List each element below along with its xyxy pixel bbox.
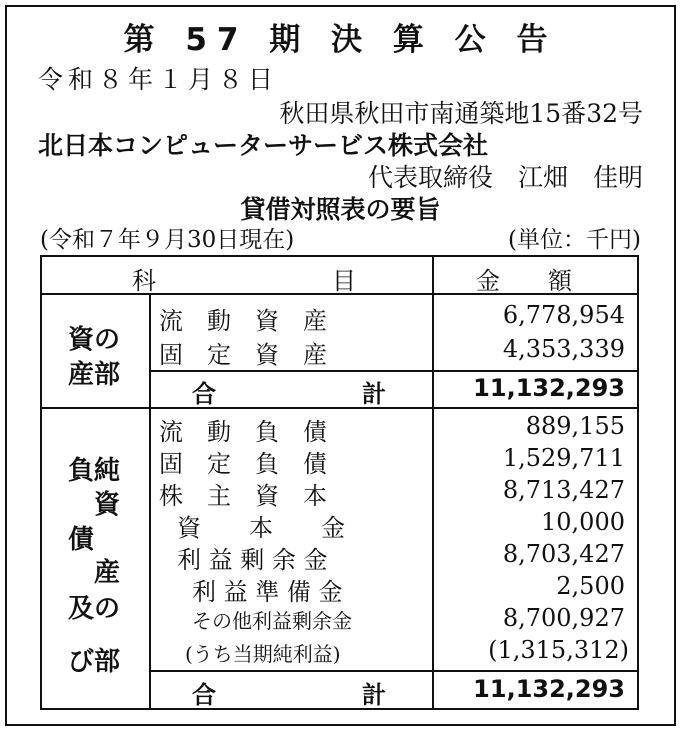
liability-row-value: (1,315,312) [488, 636, 629, 664]
balance-sheet-title: 貸借対照表の要旨 [240, 195, 441, 224]
asset-row-value: 6,778,954 [502, 301, 625, 329]
liability-row-value: 8,700,927 [502, 604, 625, 632]
liability-row-value: 2,500 [556, 572, 625, 600]
liability-row-value: 1,529,711 [502, 444, 625, 472]
header-item-a: 科 [132, 267, 156, 295]
liabilities-total-rule [149, 670, 637, 672]
liabilities-total-label-b: 計 [362, 681, 386, 709]
section-rule [42, 407, 637, 409]
liabilities-section-label: 負純 [68, 456, 121, 486]
liability-row-value: 10,000 [541, 508, 625, 536]
liability-row-value: 8,703,427 [502, 540, 625, 568]
notice-title: 第 57 期 決 算 公 告 [123, 22, 558, 58]
assets-section-label-top: 資の [68, 325, 121, 355]
header-amount: 金 額 [476, 267, 572, 295]
company-name: 北日本コンピューターサービス株式会社 [38, 131, 489, 160]
assets-total-value: 11,132,293 [473, 374, 625, 402]
liability-row-label: 固 定 負 債 [159, 450, 327, 478]
assets-total-rule [149, 370, 637, 372]
unit-label: (単位：千円) [508, 227, 641, 253]
liabilities-total-value: 11,132,293 [473, 675, 625, 703]
balance-sheet-table [40, 255, 639, 710]
assets-section-label-bottom: 産部 [68, 360, 121, 390]
liability-row-label: その他利益剰余金 [192, 609, 352, 633]
liabilities-section-label: 及の [68, 594, 121, 624]
amount-column-rule [432, 257, 434, 708]
header-item-b: 目 [332, 267, 356, 295]
liability-row-label: 利 益 準 備 金 [192, 578, 343, 606]
asset-row-label: 流 動 資 産 [159, 307, 327, 335]
liabilities-section-label: び部 [68, 647, 121, 677]
liability-row-label: 流 動 負 債 [159, 418, 327, 446]
assets-total-label-b: 計 [362, 380, 386, 408]
liabilities-total-label-a: 合 [192, 681, 216, 709]
liabilities-section-label: 産 [94, 558, 121, 588]
liability-row-label: (うち当期純利益) [185, 642, 341, 666]
liability-row-value: 889,155 [525, 412, 625, 440]
asset-row-value: 4,353,339 [502, 335, 625, 363]
liability-row-label: 株 主 資 本 [159, 482, 327, 510]
liability-row-label: 資 本 金 [177, 514, 345, 542]
company-address: 秋田県秋田市南通築地15番32号 [279, 99, 643, 128]
asset-row-label: 固 定 資 産 [159, 341, 327, 369]
label-column-rule [149, 293, 151, 708]
liability-row-label: 利 益 剰 余 金 [177, 546, 328, 574]
liabilities-section-label: 資 [94, 490, 121, 520]
as-of-date: (令和７年９月30日現在) [40, 227, 295, 253]
assets-total-label-a: 合 [192, 380, 216, 408]
liability-row-value: 8,713,427 [502, 476, 625, 504]
liabilities-section-label: 債 [68, 525, 95, 555]
representative: 代表取締役 江畑 佳明 [367, 163, 643, 192]
notice-date: 令和８年１月８日 [38, 65, 279, 94]
